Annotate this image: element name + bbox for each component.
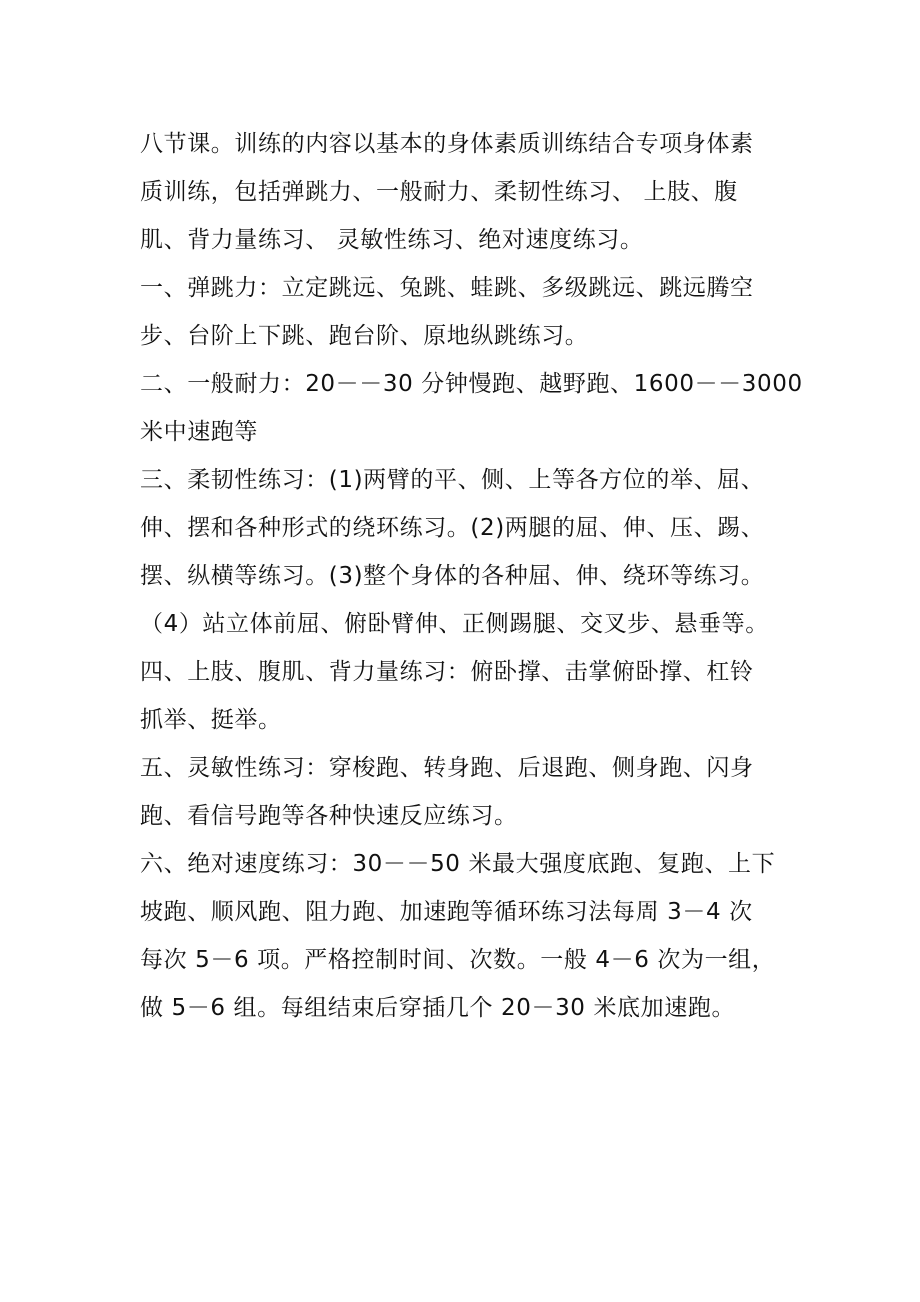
text-line: 八节课。训练的内容以基本的身体素质训练结合专项身体素 [140,131,754,157]
text-line: 米中速跑等 [140,419,258,445]
text-line: 六、绝对速度练习：30－－50 米最大强度底跑、复跑、上下 [140,851,776,877]
text-line: 跑、看信号跑等各种快速反应练习。 [140,803,518,829]
text-line: 质训练，包括弹跳力、一般耐力、柔韧性练习、 上肢、腹 [140,179,738,205]
text-line: 四、上肢、腹肌、背力量练习：俯卧撑、击掌俯卧撑、杠铃 [140,659,754,685]
text-line: 抓举、挺举。 [140,707,282,733]
text-line: 肌、背力量练习、 灵敏性练习、绝对速度练习。 [140,227,644,253]
text-line: 三、柔韧性练习：(1)两臂的平、侧、上等各方位的举、屈、 [140,467,765,493]
text-line: 做 5－6 组。每组结束后穿插几个 20－30 米底加速跑。 [140,995,736,1021]
text-line: 一、弹跳力：立定跳远、兔跳、蛙跳、多级跳远、跳远腾空 [140,275,754,301]
text-line: 步、台阶上下跳、跑台阶、原地纵跳练习。 [140,323,589,349]
document-body [140,120,803,1032]
text-line: 伸、摆和各种形式的绕环练习。(2)两腿的屈、伸、压、踢、 [140,515,765,541]
text-line: 二、一般耐力：20－－30 分钟慢跑、越野跑、1600－－3000 [140,371,803,397]
text-line: 坡跑、顺风跑、阻力跑、加速跑等循环练习法每周 3－4 次 [140,899,753,925]
text-line: 五、灵敏性练习：穿梭跑、转身跑、后退跑、侧身跑、闪身 [140,755,754,781]
text-line: 每次 5－6 项。严格控制时间、次数。一般 4－6 次为一组， [140,947,776,973]
text-line: 摆、纵横等练习。(3)整个身体的各种屈、伸、绕环等练习。 [140,563,765,589]
text-line: （4）站立体前屈、俯卧臂伸、正侧踢腿、交叉步、悬垂等。 [140,611,769,637]
